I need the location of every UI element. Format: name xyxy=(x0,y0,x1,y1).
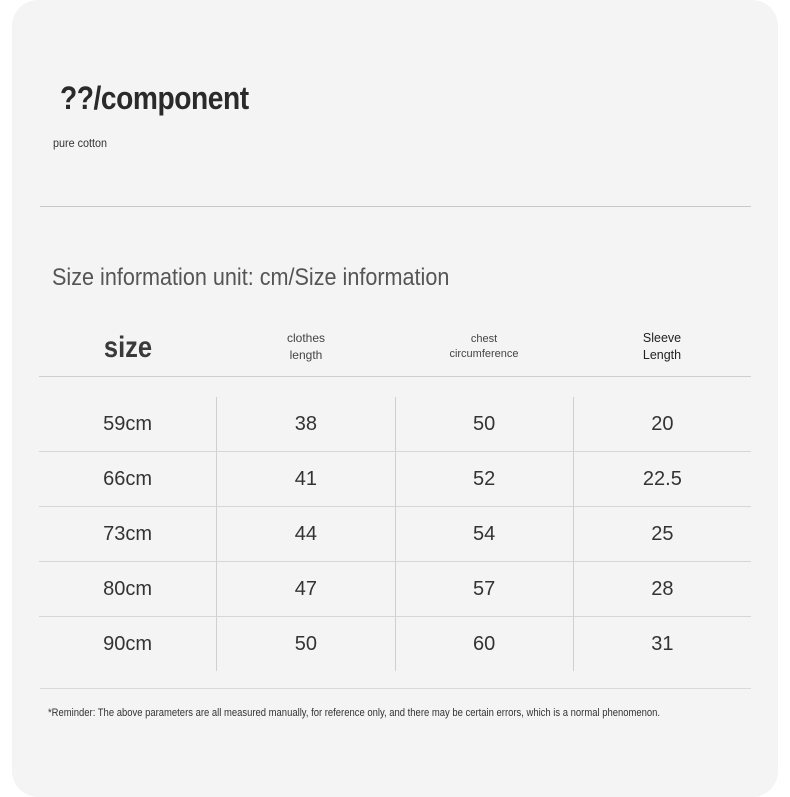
cell-sleeve: 28 xyxy=(573,562,751,616)
section-divider xyxy=(40,206,751,207)
cell-chest: 54 xyxy=(395,507,573,561)
cell-sleeve: 25 xyxy=(573,507,751,561)
cell-clothes-length: 47 xyxy=(216,562,394,616)
header-sleeve-line2: Length xyxy=(642,348,682,362)
cell-sleeve: 22.5 xyxy=(573,452,751,506)
header-clothes-length-line2: length xyxy=(289,348,323,362)
cell-clothes-length: 41 xyxy=(216,452,394,506)
cell-size: 73cm xyxy=(103,522,153,545)
header-clothes-length xyxy=(217,330,395,364)
cell-clothes-length: 44 xyxy=(216,507,394,561)
header-sleeve-line1: Sleeve xyxy=(642,331,682,345)
size-section-heading: Size information unit: cm/Size information xyxy=(52,264,450,291)
header-sleeve-length xyxy=(573,330,751,364)
header-chest-circumference xyxy=(395,332,573,362)
cell-clothes-length: 38 xyxy=(216,397,394,451)
table-row xyxy=(39,452,751,507)
size-table-body xyxy=(39,377,751,671)
cell-chest: 60 xyxy=(395,617,573,671)
header-clothes-length-line1: clothes xyxy=(286,331,326,345)
cell-size: 66cm xyxy=(103,467,153,490)
cell-sleeve: 20 xyxy=(573,397,751,451)
cell-size: 90cm xyxy=(103,632,153,655)
cell-chest: 50 xyxy=(395,397,573,451)
table-row xyxy=(39,507,751,562)
cell-size: 80cm xyxy=(103,577,153,600)
size-table-header xyxy=(39,318,751,377)
measurement-reminder: *Reminder: The above parameters are all measured manually, for reference only, and there may be certain errors, which is a normal phenomenon. xyxy=(48,707,661,719)
table-row xyxy=(39,562,751,617)
table-row xyxy=(39,397,751,452)
cell-chest: 57 xyxy=(395,562,573,616)
footer-divider xyxy=(40,688,751,689)
cell-clothes-length: 50 xyxy=(216,617,394,671)
cell-chest: 52 xyxy=(395,452,573,506)
material-value: pure cotton xyxy=(53,136,108,150)
cell-sleeve: 31 xyxy=(573,617,751,671)
material-title: ??/component xyxy=(60,80,249,116)
size-table xyxy=(39,318,751,671)
table-row xyxy=(39,617,751,671)
cell-size: 59cm xyxy=(103,412,153,435)
header-size: size xyxy=(103,330,153,364)
header-chest-line1: chest xyxy=(470,333,498,345)
header-chest-line2: circumference xyxy=(449,348,519,360)
